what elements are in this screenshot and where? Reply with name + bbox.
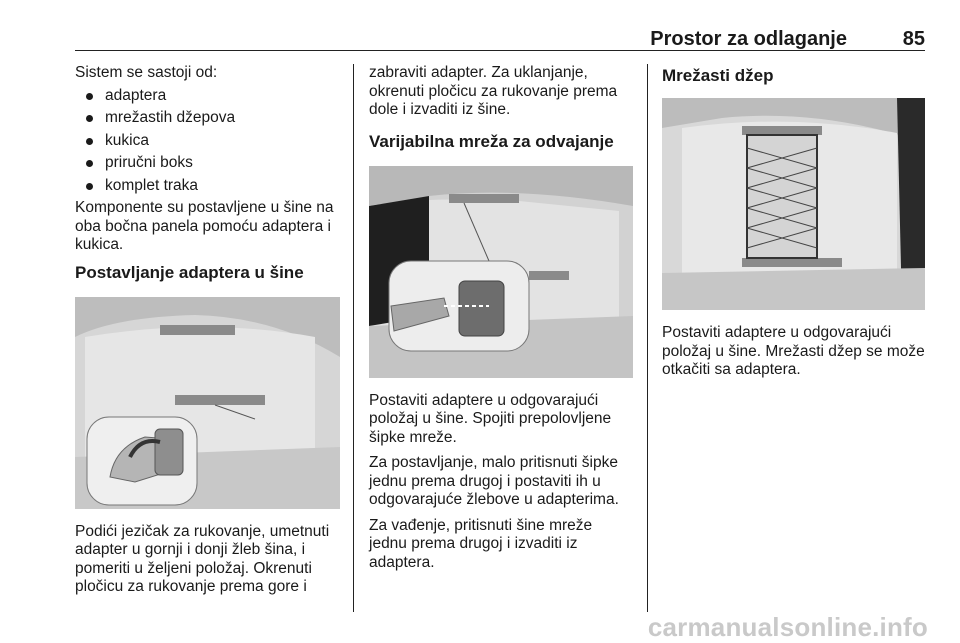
separation-net-illustration <box>369 166 633 378</box>
intro-text: Sistem se sastoji od: <box>75 64 218 81</box>
column-divider <box>353 64 354 612</box>
page-number: 85 <box>902 28 925 50</box>
section-title: Prostor za odlaganje <box>650 28 847 50</box>
paragraph: zabraviti adapter. Za uklanjanje, okrenuti pločicu za rukovanje prema dole i izvaditi iz šine. <box>369 64 618 118</box>
paragraph: Postaviti adaptere u odgovarajući položaj u šine. Spojiti prepolovljene šipke mreže. <box>369 391 612 446</box>
column-middle <box>369 64 633 579</box>
watermark: carmanualsonline.info <box>647 612 928 642</box>
paragraph: Postaviti adaptere u odgovarajući položaj u šine. Mrežasti džep se može otkačiti sa adaptera. <box>662 324 925 378</box>
section-heading: Mrežasti džep <box>662 66 774 85</box>
component-list <box>75 87 340 196</box>
paragraph: Za postavljanje, malo pritisnuti šipke jednu prema drugoj i postaviti ih u odgovarajuće žlebove u adapterima. <box>369 454 619 508</box>
mesh-pocket-illustration <box>662 98 925 310</box>
page-header <box>75 28 925 51</box>
list-item: priručni boks <box>85 154 340 173</box>
list-item: kukica <box>85 132 340 151</box>
adapter-install-illustration <box>75 297 340 509</box>
list-item: adaptera <box>85 87 340 106</box>
section-heading: Varijabilna mreža za odvajanje <box>369 131 614 151</box>
list-item: komplet traka <box>85 177 340 196</box>
paragraph: Komponente su postavljene u šine na oba bočna panela pomoću adaptera i kukica. <box>75 199 334 253</box>
list-item: mrežastih džepova <box>85 109 340 128</box>
column-divider <box>647 64 648 612</box>
paragraph: Podići jezičak za rukovanje, umetnuti adapter u gornji i donji žleb šina, i pomeriti u željeni položaj. Okrenuti pločicu za rukovanje prema gore i <box>75 522 330 595</box>
column-right <box>662 64 925 387</box>
section-heading: Postavljanje adaptera u šine <box>75 262 304 282</box>
paragraph: Za vađenje, pritisnuti šine mreže jednu prema drugoj i izvaditi iz adaptera. <box>369 516 593 571</box>
column-left <box>75 64 340 604</box>
